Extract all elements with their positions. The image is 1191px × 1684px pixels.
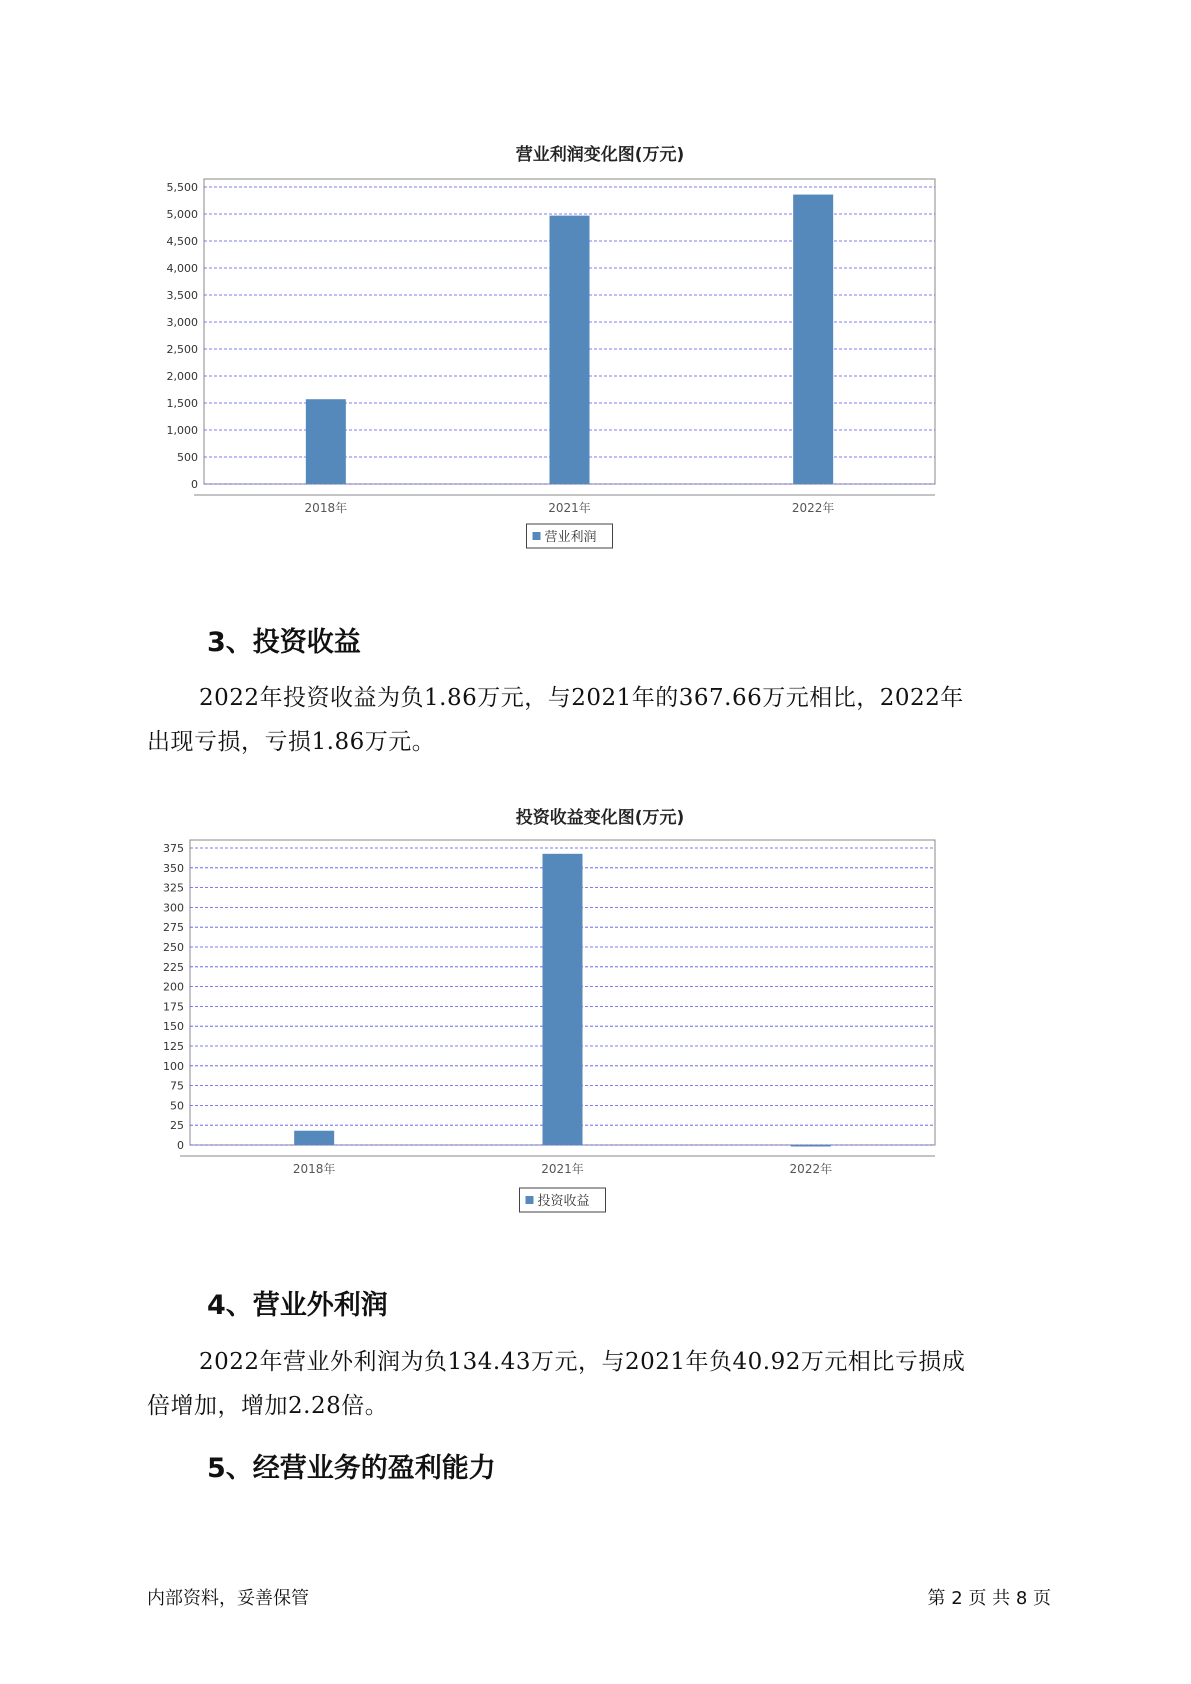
x-tick-label: 2022年 [791, 501, 835, 515]
y-tick-label: 200 [163, 980, 184, 994]
y-tick-label: 3,000 [166, 316, 198, 329]
y-tick-label: 4,500 [166, 235, 198, 248]
y-tick-label: 300 [163, 901, 184, 915]
x-tick-label: 2022年 [789, 1162, 833, 1176]
x-tick-label: 2021年 [541, 1162, 584, 1176]
y-tick-label: 250 [163, 941, 184, 954]
legend-swatch [533, 532, 541, 540]
y-tick-label: 75 [170, 1079, 184, 1093]
y-tick-label: 0 [191, 478, 198, 491]
investment-income-chart [160, 803, 1040, 1263]
y-tick-label: 2,000 [166, 370, 198, 383]
footer-confidential: 内部资料，妥善保管 [147, 1588, 309, 1609]
paragraph-line: 出现亏损，亏损1.86万元。 [147, 729, 436, 755]
y-tick-label: 25 [170, 1119, 184, 1133]
bar [793, 195, 833, 484]
investment-income-chart-plot [160, 838, 1040, 1263]
y-tick-label: 1,000 [166, 424, 198, 437]
y-tick-label: 2,500 [166, 343, 198, 356]
section-3-paragraph [147, 676, 1067, 764]
x-tick-label: 2018年 [304, 501, 348, 515]
y-tick-label: 4,000 [166, 262, 198, 275]
bar [791, 1145, 831, 1147]
y-tick-label: 150 [163, 1020, 184, 1034]
footer-page-number: 第 2 页 共 8 页 [927, 1588, 1051, 1609]
bar [550, 216, 590, 484]
bar [306, 399, 346, 484]
chart-title: 投资收益变化图(万元) [515, 808, 685, 828]
y-tick-label: 5,500 [166, 181, 198, 194]
bar [294, 1131, 334, 1145]
operating-profit-chart [160, 140, 1040, 595]
legend-label: 投资收益 [537, 1194, 590, 1209]
y-tick-label: 50 [170, 1099, 184, 1113]
y-tick-label: 1,500 [166, 397, 198, 410]
paragraph-line: 2022年投资收益为负1.86万元，与2021年的367.66万元相比，2022年 [199, 685, 964, 711]
x-tick-label: 2021年 [548, 501, 591, 515]
bar [543, 854, 583, 1145]
y-tick-label: 325 [163, 881, 184, 895]
y-tick-label: 275 [163, 921, 184, 935]
y-tick-label: 125 [163, 1040, 184, 1053]
y-tick-label: 350 [163, 861, 184, 875]
y-tick-label: 5,000 [166, 208, 198, 221]
x-tick-label: 2018年 [292, 1162, 336, 1176]
paragraph-line: 倍增加，增加2.28倍。 [147, 1393, 389, 1419]
y-tick-label: 375 [163, 842, 184, 855]
y-tick-label: 3,500 [166, 289, 198, 302]
y-tick-label: 175 [163, 1000, 184, 1014]
y-tick-label: 100 [163, 1059, 184, 1073]
paragraph-line: 2022年营业外利润为负134.43万元，与2021年负40.92万元相比亏损成 [199, 1349, 966, 1375]
section-4-heading: 4、营业外利润 [207, 1290, 388, 1321]
y-tick-label: 500 [177, 451, 198, 464]
section-3-heading: 3、投资收益 [207, 627, 361, 658]
y-tick-label: 0 [177, 1139, 184, 1152]
chart-title: 营业利润变化图(万元) [515, 145, 685, 165]
section-5-heading: 5、经营业务的盈利能力 [207, 1453, 496, 1484]
section-4-paragraph [147, 1340, 1067, 1428]
legend-swatch [526, 1196, 534, 1204]
operating-profit-chart-plot [160, 175, 1040, 595]
y-tick-label: 225 [163, 960, 184, 974]
legend-label: 营业利润 [544, 530, 597, 545]
